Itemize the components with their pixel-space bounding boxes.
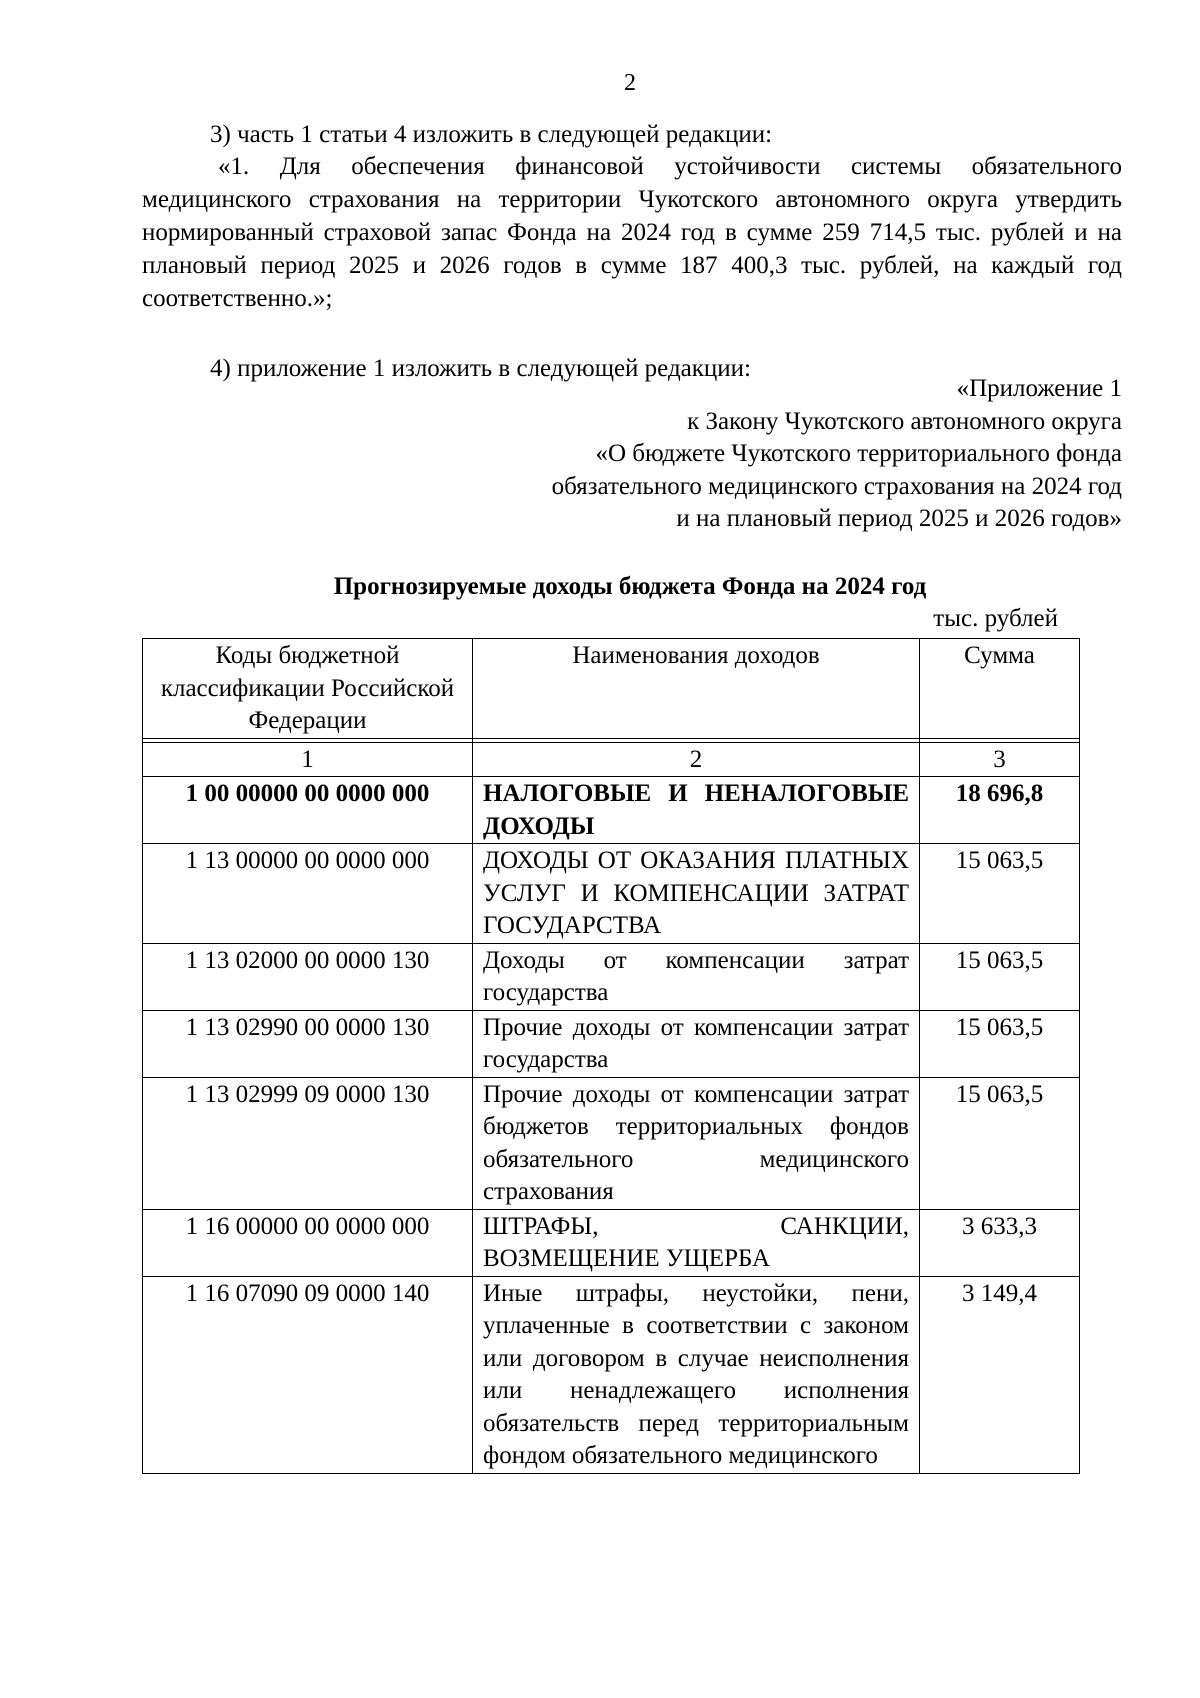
column-number: 1 — [143, 742, 473, 777]
row-name: НАЛОГОВЫЕ И НЕНАЛОГОВЫЕ ДОХОДЫ — [473, 777, 920, 844]
table-row — [143, 1010, 1080, 1077]
appendix-line: к Закону Чукотского автономного округа — [687, 407, 1122, 435]
row-name: ШТРАФЫ, САНКЦИИ, ВОЗМЕЩЕНИЕ УЩЕРБА — [473, 1209, 920, 1276]
row-code: 1 13 02000 00 0000 130 — [143, 943, 473, 1010]
header-code: Коды бюджетной классификации Российской Федерации — [143, 639, 473, 739]
table-title: Прогнозируемые доходы бюджета Фонда на 2024 год — [333, 573, 927, 600]
table-row — [143, 1209, 1080, 1276]
units-label: тыс. рублей — [933, 605, 1058, 632]
row-name: Прочие доходы от компенсации затрат бюджетов территориальных фондов обязательного медицинского страхования — [473, 1077, 920, 1209]
row-name: Доходы от компенсации затрат государства — [473, 943, 920, 1010]
row-code: 1 13 02990 00 0000 130 — [143, 1010, 473, 1077]
header-sum: Сумма — [920, 639, 1080, 739]
row-sum: 15 063,5 — [920, 943, 1080, 1010]
page-number: 2 — [624, 70, 636, 96]
row-code: 1 16 07090 09 0000 140 — [143, 1276, 473, 1473]
column-number: 3 — [920, 742, 1080, 777]
table-row — [143, 1077, 1080, 1209]
appendix-line: и на плановый период 2025 и 2026 годов» — [676, 505, 1122, 532]
column-number-row — [143, 742, 1080, 777]
row-sum: 3 149,4 — [920, 1276, 1080, 1473]
row-code: 1 00 00000 00 0000 000 — [143, 777, 473, 844]
row-sum: 15 063,5 — [920, 1077, 1080, 1209]
row-sum: 3 633,3 — [920, 1209, 1080, 1276]
table-header-row — [143, 639, 1080, 739]
row-sum: 18 696,8 — [920, 777, 1080, 844]
table-row — [143, 777, 1080, 844]
income-table — [142, 638, 1080, 1474]
appendix-line: «О бюджете Чукотского территориального фонда — [595, 440, 1122, 467]
row-sum: 15 063,5 — [920, 844, 1080, 944]
table-row — [143, 943, 1080, 1010]
row-name: Иные штрафы, неустойки, пени, уплаченные в соответствии с законом или договором в случае неисполнения или ненадлежащего исполнения обязательств перед территориальным фондом обязательного медицинского — [473, 1276, 920, 1473]
paragraph-amendment-4: 4) приложение 1 изложить в следующей редакции: — [210, 355, 751, 382]
table-row — [143, 844, 1080, 944]
row-name: ДОХОДЫ ОТ ОКАЗАНИЯ ПЛАТНЫХ УСЛУГ И КОМПЕНСАЦИИ ЗАТРАТ ГОСУДАРСТВА — [473, 844, 920, 944]
appendix-header — [552, 373, 1122, 536]
row-name: Прочие доходы от компенсации затрат государства — [473, 1010, 920, 1077]
header-name: Наименования доходов — [473, 639, 920, 739]
appendix-line: «Приложение 1 — [956, 375, 1122, 402]
row-sum: 15 063,5 — [920, 1010, 1080, 1077]
paragraph-amendment-3: 3) часть 1 статьи 4 изложить в следующей редакции: — [210, 121, 773, 148]
row-code: 1 13 00000 00 0000 000 — [143, 844, 473, 944]
paragraph-article-4-text: «1. Для обеспечения финансовой устойчивости системы обязательного медицинского страхования на территории Чукотского автономного округа утвердить нормированный страховой запас Фонда на 2024 год в сумме 259 714,5 тыс. рублей и на плановый период 2025 и 2026 годов в сумме 187 400,3 тыс. рублей, на каждый год соответственно.»; — [142, 153, 1122, 312]
row-code: 1 16 00000 00 0000 000 — [143, 1209, 473, 1276]
column-number: 2 — [473, 742, 920, 777]
table-row — [143, 1276, 1080, 1473]
appendix-line: обязательного медицинского страхования на 2024 год — [551, 472, 1122, 500]
row-code: 1 13 02999 09 0000 130 — [143, 1077, 473, 1209]
